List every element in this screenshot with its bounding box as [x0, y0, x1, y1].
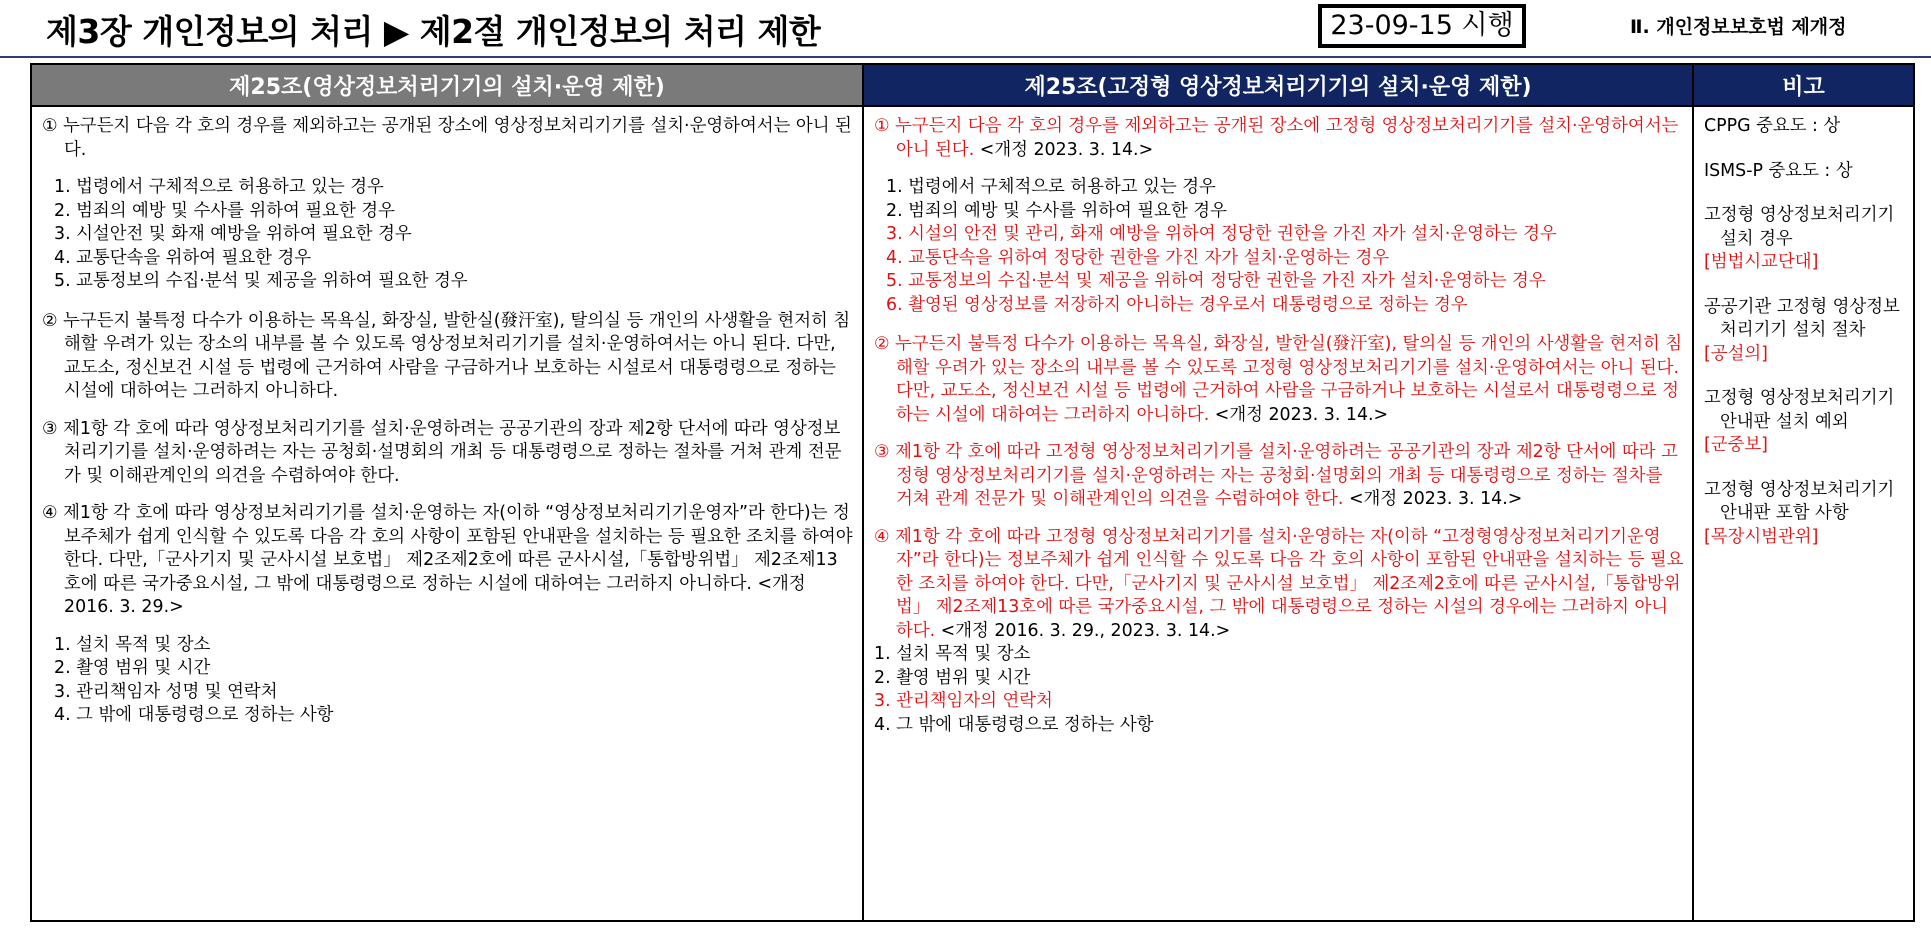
old-p1-items — [42, 176, 854, 294]
list-item: 6. 촬영된 영상정보를 저장하지 아니하는 경우로서 대통령령으로 정하는 경우 — [886, 294, 1468, 315]
old-p4-items — [42, 634, 854, 728]
note-text: CPPG 중요도 : 상 — [1704, 116, 1841, 136]
comparison-table — [30, 63, 1915, 922]
mnemonic-tag: [범법시교단대] — [1704, 252, 1819, 272]
amendment-note: <개정 2023. 3. 14.> — [1209, 404, 1389, 425]
list-item: 4. 그 밖에 대통령령으로 정하는 사항 — [874, 714, 1154, 735]
list-item: 2. 범죄의 예방 및 수사를 위하여 필요한 경우 — [886, 200, 1227, 221]
list-item: 3. 관리책임자의 연락처 — [874, 691, 1053, 711]
list-item: 5. 교통정보의 수집·분석 및 제공을 위하여 정당한 권한을 가진 자가 설치·운영하는 경우 — [886, 271, 1546, 291]
list-item: 4. 교통단속을 위하여 정당한 권한을 가진 자가 설치·운영하는 경우 — [886, 247, 1390, 268]
list-item: 2. 범죄의 예방 및 수사를 위하여 필요한 경우 — [54, 200, 395, 221]
old-paragraph-4: ④ 제1항 각 호에 따라 영상정보처리기기를 설치·운영하는 자(이하 “영상정보처리기기운영자”라 한다)는 정보주체가 쉽게 인식할 수 있도록 다음 각 호의 사항이 포함된 안내판을 설치하는 등 필요한 조치를 하여야 한다. 다만,「군사기지 및 군사시설 보호법」 제2조제2호에 따른 군사시설,「통합방위법」 제2조제13호에 따른 국가중요시설, 그 밖에 대통령령으로 정하는 시설에 대하여는 그러하지 아니하다. <개정 2016. 3. 29.> — [42, 503, 853, 617]
old-paragraph-3: ③ 제1항 각 호에 따라 영상정보처리기기를 설치·운영하려는 공공기관의 장과 제2항 단서에 따라 영상정보처리기기를 설치·운영하려는 자는 공청회·설명회의 개최 등 대통령령으로 정하는 절차를 거쳐 관계 전문가 및 이해관계인의 의견을 수렴하여야 한다. — [42, 418, 842, 486]
list-item: 4. 그 밖에 대통령령으로 정하는 사항 — [54, 705, 334, 725]
mnemonic-tag: [목장시범관위] — [1704, 526, 1819, 547]
effective-date-badge: 23-09-15 시행 — [1318, 4, 1526, 48]
new-paragraph-4 — [874, 526, 1684, 644]
note-item — [1704, 296, 1905, 367]
note-item — [1704, 115, 1905, 139]
list-item: 2. 촬영 범위 및 시간 — [54, 658, 211, 678]
page-header — [0, 0, 1931, 58]
note-header: 비고 — [1693, 64, 1914, 106]
list-item: 3. 시설의 안전 및 관리, 화재 예방을 위하여 정당한 권한을 가진 자가 설치·운영하는 경우 — [886, 224, 1557, 244]
old-paragraph-2: ② 누구든지 불특정 다수가 이용하는 목욕실, 화장실, 발한실(發汗室), 탈의실 등 개인의 사생활을 현저히 침해할 우려가 있는 장소의 내부를 볼 수 있도록 영상정보처리기기를 설치·운영하여서는 아니 된다. 다만, 교도소, 정신보건 시설 등 법령에 근거하여 사람을 구금하거나 보호하는 시설로서 대통령령으로 정하는 시설에 대하여는 그러하지 아니하다. — [42, 310, 851, 401]
new-paragraph-2 — [874, 333, 1684, 427]
list-item: 5. 교통정보의 수집·분석 및 제공을 위하여 필요한 경우 — [54, 271, 468, 291]
list-item: 4. 교통단속을 위하여 필요한 경우 — [54, 247, 312, 268]
mnemonic-tag: [공설의] — [1704, 343, 1768, 364]
new-paragraph-1 — [874, 115, 1684, 162]
table-header-row — [31, 64, 1914, 106]
old-law-cell — [31, 106, 863, 921]
table-body-row — [31, 106, 1914, 921]
section-label: Ⅱ. 개인정보보호법 제개정 — [1630, 16, 1847, 38]
amendment-note: <개정 2016. 3. 29., 2023. 3. 14.> — [935, 620, 1231, 641]
amendment-note: <개정 2023. 3. 14.> — [974, 139, 1154, 160]
note-text: 고정형 영상정보처리기기 안내판 포함 사항 — [1704, 479, 1895, 523]
mnemonic-tag: [군중보] — [1704, 435, 1768, 455]
note-text: 고정형 영상정보처리기기 안내판 설치 예외 — [1704, 388, 1895, 432]
note-text: 공공기관 고정형 영상정보처리기기 설치 절차 — [1704, 296, 1900, 340]
list-item: 3. 관리책임자 성명 및 연락처 — [54, 681, 278, 702]
note-item — [1704, 160, 1905, 184]
note-item — [1704, 479, 1905, 550]
page-title: 제3장 개인정보의 처리 ▶ 제2절 개인정보의 처리 제한 — [46, 12, 821, 51]
new-paragraph-1-text: ① 누구든지 다음 각 호의 경우를 제외하고는 공개된 장소에 고정형 영상정보처리기기를 설치·운영하여서는 아니 된다. — [874, 116, 1679, 160]
list-item: 1. 설치 목적 및 장소 — [874, 644, 1031, 664]
note-item — [1704, 387, 1905, 458]
new-paragraph-3 — [874, 441, 1684, 512]
list-item: 2. 촬영 범위 및 시간 — [874, 667, 1031, 688]
new-paragraph-3-text: ③ 제1항 각 호에 따라 고정형 영상정보처리기기를 설치·운영하려는 공공기관의 장과 제2항 단서에 따라 고정형 영상정보처리기기를 설치·운영하려는 자는 공청회·설명회의 개최 등 대통령령으로 정하는 절차를 거쳐 관계 전문가 및 이해관계인의 의견을 수렴하여야 한다. — [874, 442, 1678, 509]
new-paragraph-2-text: ② 누구든지 불특정 다수가 이용하는 목욕실, 화장실, 발한실(發汗室), 탈의실 등 개인의 사생활을 현저히 침해할 우려가 있는 장소의 내부를 볼 수 있도록 고정형 영상정보처리기기를 설치·운영하여서는 아니 된다. 다만, 교도소, 정신보건 시설 등 법령에 근거하여 사람을 구금하거나 보호하는 시설로서 대통령령으로 정하는 시설에 대하여는 그러하지 아니하다. — [874, 334, 1683, 425]
new-paragraph-4-text: ④ 제1항 각 호에 따라 고정형 영상정보처리기기를 설치·운영하는 자(이하 “고정형영상정보처리기기운영자”라 한다)는 정보주체가 쉽게 인식할 수 있도록 다음 각 호의 사항이 포함된 안내판을 설치하는 등 필요한 조치를 하여야 한다. 다만,「군사기지 및 군사시설 보호법」 제2조제2호에 따른 군사시설,「통합방위법」 제2조제13호에 따른 국가중요시설, 그 밖에 대통령령으로 정하는 시설의 경우에는 그러하지 아니하다. — [874, 526, 1684, 641]
list-item: 1. 법령에서 구체적으로 허용하고 있는 경우 — [886, 177, 1216, 197]
amendment-note: <개정 2023. 3. 14.> — [1343, 489, 1523, 509]
new-p4-items — [874, 643, 1684, 737]
new-p1-items — [874, 176, 1684, 317]
old-law-header: 제25조(영상정보처리기기의 설치·운영 제한) — [31, 64, 863, 106]
list-item: 1. 법령에서 구체적으로 허용하고 있는 경우 — [54, 177, 384, 197]
note-item — [1704, 204, 1905, 275]
new-law-header: 제25조(고정형 영상정보처리기기의 설치·운영 제한) — [863, 64, 1693, 106]
note-text: 고정형 영상정보처리기기 설치 경우 — [1704, 205, 1895, 249]
note-text: ISMS-P 중요도 : 상 — [1704, 160, 1853, 181]
list-item: 3. 시설안전 및 화재 예방을 위하여 필요한 경우 — [54, 224, 412, 244]
new-law-cell — [863, 106, 1693, 921]
old-paragraph-1: ① 누구든지 다음 각 호의 경우를 제외하고는 공개된 장소에 영상정보처리기기를 설치·운영하여서는 아니 된다. — [42, 116, 852, 160]
note-cell — [1693, 106, 1914, 921]
list-item: 1. 설치 목적 및 장소 — [54, 634, 211, 655]
